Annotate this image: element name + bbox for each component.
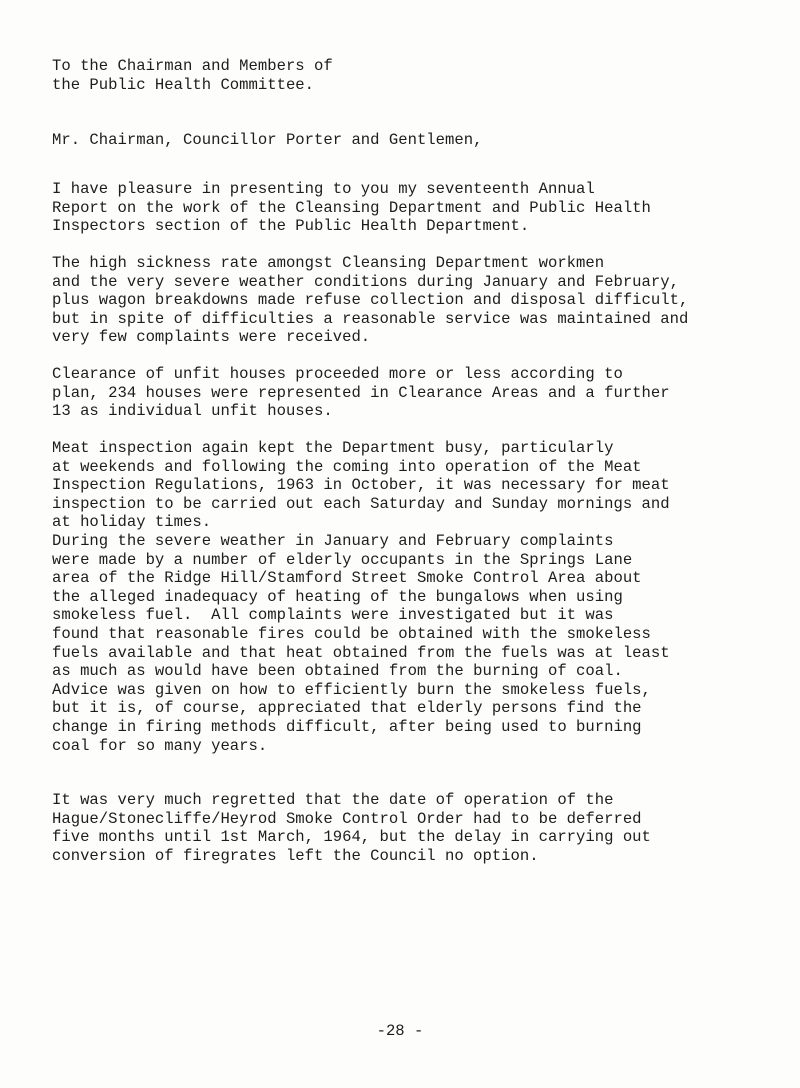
paragraph-meat-inspection: Meat inspection again kept the Department busy, particularly at weekends and following the coming into operation of the Meat Inspection Regulations, 1963 in October, it was necessary for meat inspection to be carried out each Saturday and Sunday mornings and at holiday times. xyxy=(52,439,670,532)
page-number: -28 - xyxy=(376,1022,424,1040)
paragraph-introduction: I have pleasure in presenting to you my seventeenth Annual Report on the work of the Cleansing Department and Public Health Inspectors section of the Public Health Department. xyxy=(52,180,651,236)
paragraph-cleansing: The high sickness rate amongst Cleansing Department workmen and the very severe weather conditions during January and February, plus wagon breakdowns made refuse collection and disposal difficult, but in spite of difficulties a reasonable service was maintained and very few complaints were received. xyxy=(52,254,689,347)
paragraph-clearance: Clearance of unfit houses proceeded more or less according to plan, 234 houses were represented in Clearance Areas and a further 13 as individual unfit houses. xyxy=(52,365,670,421)
paragraph-smoke-control-order: It was very much regretted that the date of operation of the Hague/Stonecliffe/Heyrod Smoke Control Order had to be deferred five months until 1st March, 1964, but the delay in carrying out conversion of firegrates left the Council no option. xyxy=(52,791,651,865)
salutation: Mr. Chairman, Councillor Porter and Gentlemen, xyxy=(52,131,483,149)
addressee: To the Chairman and Members of the Public Health Committee. xyxy=(52,57,333,94)
paragraph-smoke-control-complaints: During the severe weather in January and February complaints were made by a number of elderly occupants in the Springs Lane area of the Ridge Hill/Stamford Street Smoke Control Area about the alleged inadequacy of heating of the bungalows when using smokeless fuel. All complaints were investigated but it was found that reasonable fires could be obtained with the smokeless fuels available and that heat obtained from the fuels was at least as much as would have been obtained from the burning of coal. Advice was given on how to efficiently burn the smokeless fuels, but it is, of course, appreciated that elderly persons find the change in firing methods difficult, after being used to burning coal for so many years. xyxy=(52,532,670,755)
